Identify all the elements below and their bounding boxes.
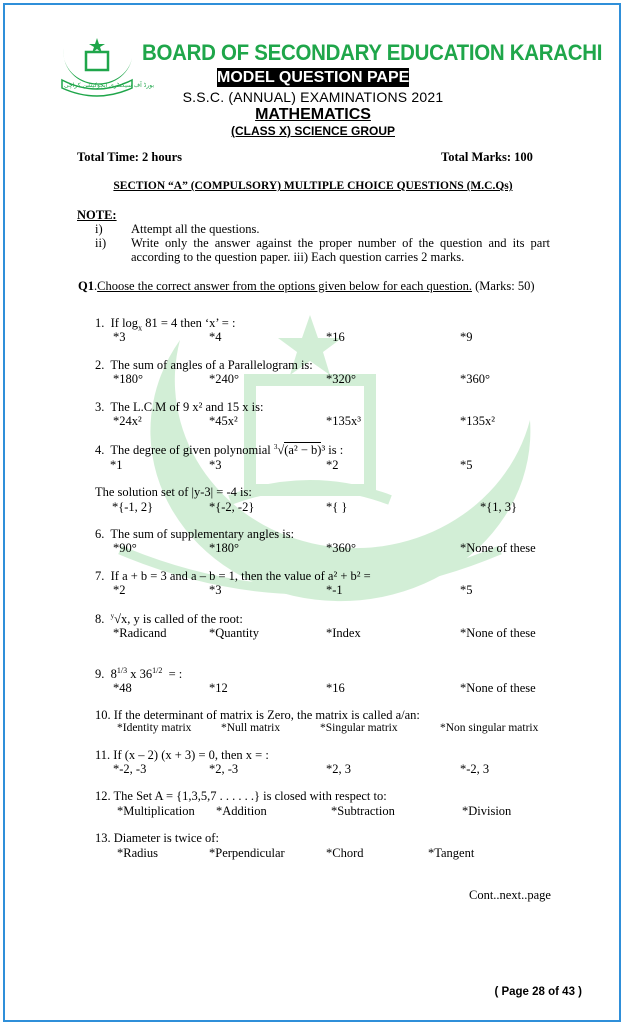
total-marks: Total Marks: 100 <box>441 150 533 164</box>
subject-title: MATHEMATICS <box>255 106 371 123</box>
question-8: 8. $^y$√x, y is called of the root: <box>95 612 243 627</box>
q5-option-c[interactable]: *{ } <box>326 500 348 514</box>
q11-option-d[interactable]: *-2, 3 <box>460 762 490 776</box>
q8-option-c[interactable]: *Index <box>326 626 361 640</box>
q4-option-c[interactable]: *2 <box>326 458 339 472</box>
q7-option-b[interactable]: *3 <box>209 583 222 597</box>
question-9: 9. $8^{1/3}$ x $36^{1/2}$ = : <box>95 666 183 682</box>
note-num-1: i) <box>95 222 103 236</box>
q3-option-d[interactable]: *135x² <box>460 414 495 428</box>
q7-option-a[interactable]: *2 <box>113 583 126 597</box>
class-group: (CLASS X) SCIENCE GROUP <box>230 124 395 138</box>
q3-option-a[interactable]: *24x² <box>113 414 142 428</box>
q6-option-b[interactable]: *180° <box>209 541 239 555</box>
q13-option-a[interactable]: *Radius <box>117 846 158 860</box>
q6-option-a[interactable]: *90° <box>113 541 137 555</box>
q1-option-b[interactable]: *4 <box>209 330 222 344</box>
paper-type-banner: MODEL QUESTION PAPER <box>217 69 421 86</box>
q8-option-a[interactable]: *Radicand <box>113 626 167 640</box>
q2-option-b[interactable]: *240° <box>209 372 239 386</box>
q10-option-c[interactable]: *Singular matrix <box>320 722 398 734</box>
q1-option-c[interactable]: *16 <box>326 330 345 344</box>
q1-option-d[interactable]: *9 <box>460 330 473 344</box>
note-num-2: ii) <box>95 236 107 250</box>
note-text-1: Attempt all the questions. <box>131 222 260 236</box>
q2-option-d[interactable]: *360° <box>460 372 490 386</box>
question-3: 3. The L.C.M of 9 x² and 15 x is: <box>95 400 264 414</box>
question-11: 11. If (x – 2) (x + 3) = 0, then x = : <box>95 748 269 762</box>
q13-option-b[interactable]: *Perpendicular <box>209 846 285 860</box>
question-2: 2. The sum of angles of a Parallelogram is: <box>95 358 313 372</box>
question-5: The solution set of |y-3| = -4 is: <box>95 485 252 499</box>
q9-option-c[interactable]: *16 <box>326 681 345 695</box>
question-1: 1. If $\log_x 81 = 4$ then ‘x’ = : <box>95 316 236 333</box>
question-13: 13. Diameter is twice of: <box>95 831 219 845</box>
q7-option-c[interactable]: *-1 <box>326 583 343 597</box>
q12-option-d[interactable]: *Division <box>462 804 512 818</box>
q10-option-d[interactable]: *Non singular matrix <box>440 722 539 734</box>
q11-option-c[interactable]: *2, 3 <box>326 762 351 776</box>
q4-option-d[interactable]: *5 <box>460 458 473 472</box>
note-heading: NOTE: <box>77 208 117 222</box>
q5-option-a[interactable]: *{-1, 2} <box>112 500 154 514</box>
q9-option-d[interactable]: *None of these <box>460 681 536 695</box>
q3-option-c[interactable]: *135x³ <box>326 414 361 428</box>
q6-option-c[interactable]: *360° <box>326 541 356 555</box>
q1-text: Choose the correct answer from the options given below for each question. <box>97 279 472 293</box>
logo-caption: بورڈ آف سیکنڈری ایجوکیشن کراچی <box>64 82 154 89</box>
question-6: 6. The sum of supplementary angles is: <box>95 527 295 541</box>
q1-option-a[interactable]: *3 <box>113 330 126 344</box>
q5-option-d[interactable]: *{1, 3} <box>480 500 517 514</box>
q12-option-a[interactable]: *Multiplication <box>117 804 195 818</box>
q12-option-c[interactable]: *Subtraction <box>331 804 395 818</box>
q9-option-b[interactable]: *12 <box>209 681 228 695</box>
q1-instruction: Q1.Choose the correct answer from the options given below for each question. (Marks: 50) <box>78 279 535 293</box>
q7-option-d[interactable]: *5 <box>460 583 473 597</box>
q8-option-d[interactable]: *None of these <box>460 626 536 640</box>
q12-option-b[interactable]: *Addition <box>216 804 267 818</box>
q9-option-a[interactable]: *48 <box>113 681 132 695</box>
q4-option-a[interactable]: *1 <box>110 458 123 472</box>
note-text-2a: Write only the answer against the proper number of the question and its part <box>131 236 550 250</box>
question-10: 10. If the determinant of matrix is Zero, the matrix is called a/an: <box>95 708 420 722</box>
question-12: 12. The Set A = {1,3,5,7 . . . . . .} is closed with respect to: <box>95 789 387 803</box>
q3-option-b[interactable]: *45x² <box>209 414 238 428</box>
question-4: 4. The degree of given polynomial $^3$√(a² − b)³ is : <box>95 443 344 458</box>
q8-option-b[interactable]: *Quantity <box>209 626 259 640</box>
note-text-2b: according to the question paper. iii) Each question carries 2 marks. <box>131 250 465 264</box>
board-title: BOARD OF SECONDARY EDUCATION KARACHI <box>142 40 603 65</box>
q2-option-c[interactable]: *320° <box>326 372 356 386</box>
q11-option-b[interactable]: *2, -3 <box>209 762 239 776</box>
q11-option-a[interactable]: *-2, -3 <box>113 762 147 776</box>
q6-option-d[interactable]: *None of these <box>460 541 536 555</box>
q10-option-b[interactable]: *Null matrix <box>221 722 281 734</box>
watermark-emblem <box>60 300 560 660</box>
q5-option-b[interactable]: *{-2, -2} <box>209 500 255 514</box>
continued-note: Cont..next..page <box>469 888 551 902</box>
q1-marks: (Marks: 50) <box>475 279 535 293</box>
total-time: Total Time: 2 hours <box>77 150 182 164</box>
exam-title: S.S.C. (ANNUAL) EXAMINATIONS 2021 <box>182 89 444 105</box>
q13-option-c[interactable]: *Chord <box>326 846 364 860</box>
q10-option-a[interactable]: *Identity matrix <box>117 722 192 734</box>
q2-option-a[interactable]: *180° <box>113 372 143 386</box>
question-7: 7. If a + b = 3 and a – b = 1, then the value of a² + b² = <box>95 569 371 583</box>
q13-option-d[interactable]: *Tangent <box>428 846 475 860</box>
page-number: ( Page 28 of 43 ) <box>494 986 582 998</box>
q4-option-b[interactable]: *3 <box>209 458 222 472</box>
q1-label: Q1 <box>78 279 94 293</box>
section-title: SECTION “A” (COMPULSORY) MULTIPLE CHOICE QUESTIONS (M.C.Qs) <box>113 180 513 192</box>
